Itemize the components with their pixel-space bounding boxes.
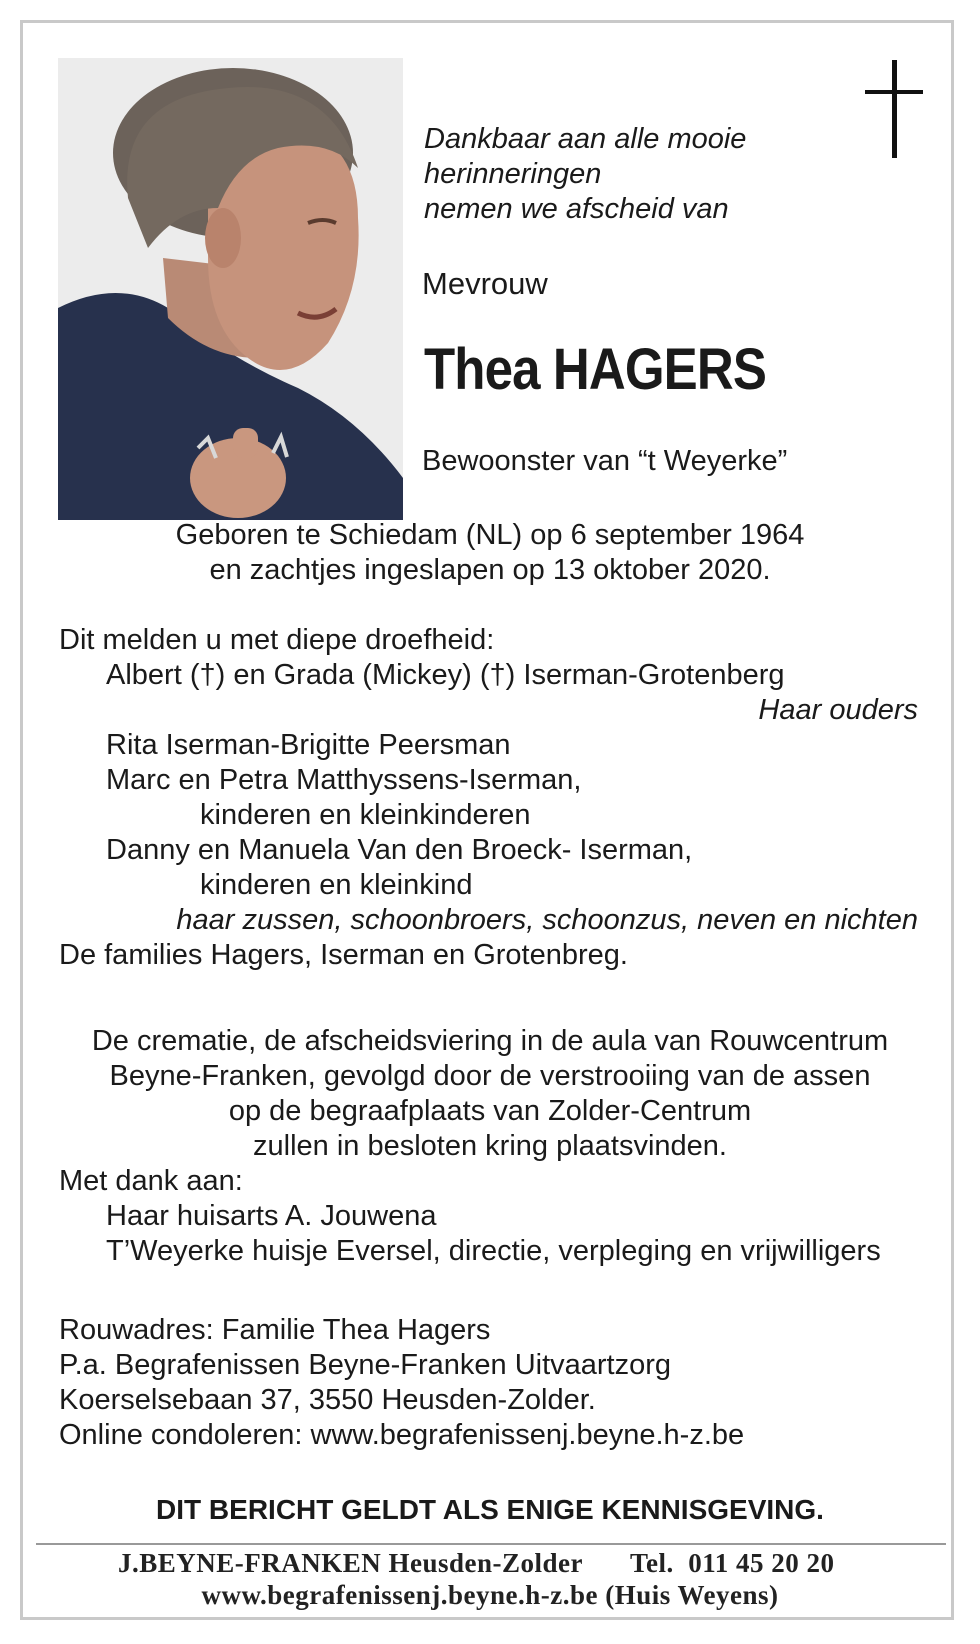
intro-line-2: herinneringen xyxy=(424,158,602,190)
family-line-3: kinderen en kleinkinderen xyxy=(200,799,531,831)
address-line-2: P.a. Begrafenissen Beyne-Franken Uitvaartzorg xyxy=(59,1349,672,1381)
notice-line: DIT BERICHT GELDT ALS ENIGE KENNISGEVING. xyxy=(156,1494,824,1525)
family-line-1: Rita Iserman-Brigitte Peersman xyxy=(106,729,511,761)
intro-line-3: nemen we afscheid van xyxy=(424,193,729,225)
family-line-4: Danny en Manuela Van den Broeck- Iserman, xyxy=(106,834,693,866)
intro-line-1: Dankbaar aan alle mooie xyxy=(424,123,747,155)
cross-icon xyxy=(865,60,925,160)
birth-line: Geboren te Schiedam (NL) op 6 september 1964 xyxy=(175,519,805,551)
footer-phone: Tel. 011 45 20 20 xyxy=(630,1548,835,1578)
family-line-2: Marc en Petra Matthyssens-Iserman, xyxy=(106,764,582,796)
footer-divider xyxy=(36,1543,946,1545)
ceremony-line-3: op de begraafplaats van Zolder-Centrum xyxy=(228,1095,752,1127)
ceremony-line-2: Beyne-Franken, gevolgd door de verstrooiing van de assen xyxy=(109,1060,871,1092)
ceremony-line-1: De crematie, de afscheidsviering in de aula van Rouwcentrum xyxy=(91,1025,889,1057)
ceremony-line-4: zullen in besloten kring plaatsvinden. xyxy=(253,1130,727,1162)
parents-label: Haar ouders xyxy=(758,694,918,726)
thanks-intro: Met dank aan: xyxy=(59,1165,243,1197)
online-condolence-line: Online condoleren: www.begrafenissenj.beyne.h-z.be xyxy=(59,1419,745,1451)
portrait-photo xyxy=(58,58,403,520)
families-line: De families Hagers, Iserman en Grotenbreg. xyxy=(59,939,628,971)
death-line: en zachtjes ingeslapen op 13 oktober 2020. xyxy=(209,554,771,586)
thanks-line-2: T’Weyerke huisje Eversel, directie, verpleging en vrijwilligers xyxy=(106,1235,881,1267)
address-line-1: Rouwadres: Familie Thea Hagers xyxy=(59,1314,491,1346)
family-line-5: kinderen en kleinkind xyxy=(200,869,473,901)
announce-intro: Dit melden u met diepe droefheid: xyxy=(59,624,495,656)
parents-line: Albert (†) en Grada (Mickey) (†) Iserman-Grotenberg xyxy=(106,659,785,691)
honorific: Mevrouw xyxy=(422,266,548,301)
thanks-line-1: Haar huisarts A. Jouwena xyxy=(106,1200,437,1232)
siblings-label: haar zussen, schoonbroers, schoonzus, neven en nichten xyxy=(176,904,918,936)
footer-website: www.begrafenissenj.beyne.h-z.be (Huis Weyens) xyxy=(201,1580,779,1610)
footer-company: J.BEYNE-FRANKEN Heusden-Zolder xyxy=(118,1548,584,1578)
deceased-name: Thea HAGERS xyxy=(424,337,767,402)
residence-line: Bewoonster van “t Weyerke” xyxy=(422,445,788,477)
address-line-3: Koerselsebaan 37, 3550 Heusden-Zolder. xyxy=(59,1384,596,1416)
